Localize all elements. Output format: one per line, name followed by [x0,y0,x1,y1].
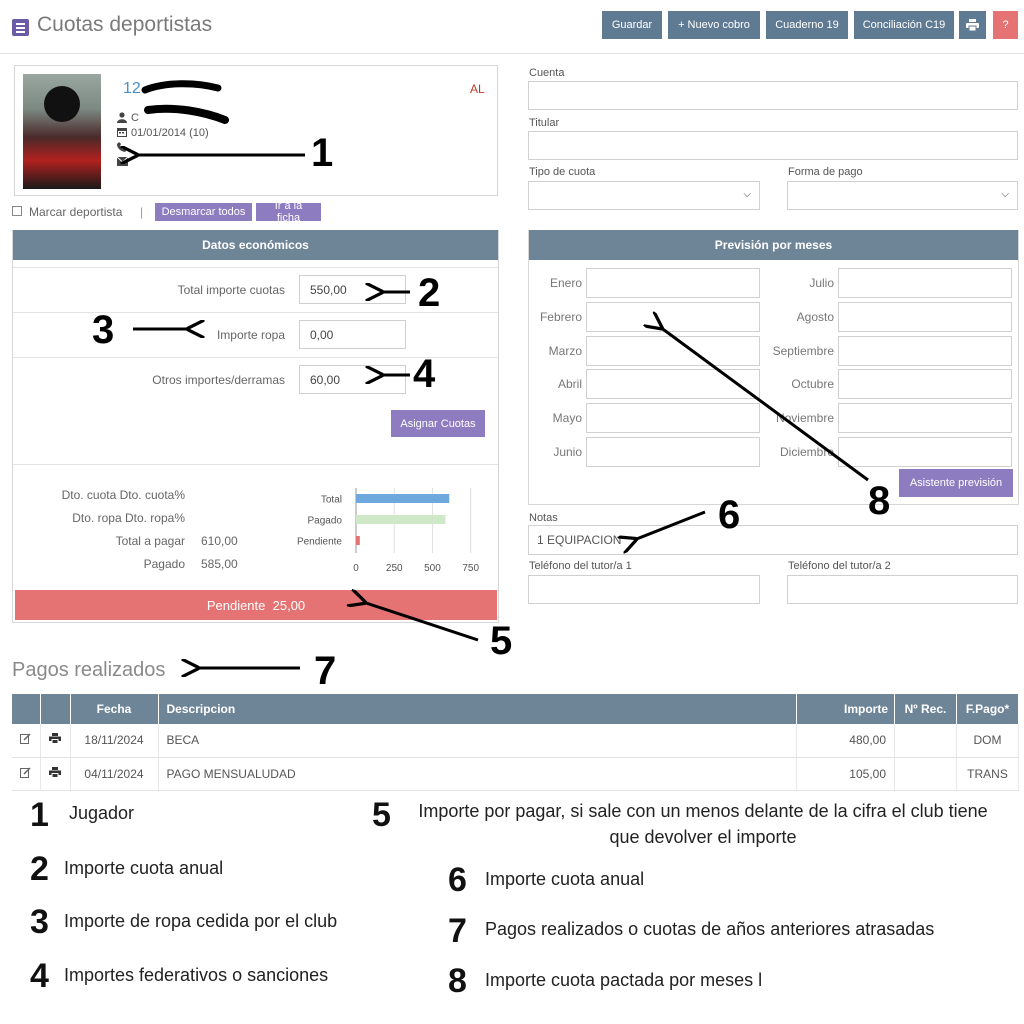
payment-amount: 480,00 [797,724,895,757]
clothing-discount-label: Dto. ropa Dto. ropa% [72,511,185,525]
player-number[interactable]: 12 [123,80,141,97]
fee-type-label: Tipo de cuota [529,166,596,178]
other-amounts-input[interactable]: 60,00 [299,365,406,394]
notes-input[interactable]: 1 EQUIPACION [528,525,1018,555]
month-label-5: Junio [553,445,582,459]
month-label-9: Octubre [791,377,834,391]
annotation-5: 5 [490,619,513,663]
legend-num-8: 8 [448,962,467,1000]
save-button[interactable]: Guardar [602,11,662,39]
page-title: Cuotas deportistas [37,13,213,36]
legend-num-7: 7 [448,912,467,950]
tutor-phone-2-label: Teléfono del tutor/a 2 [788,560,891,572]
payment-description: BECA [158,724,797,757]
total-fees-input[interactable]: 550,00 [299,275,406,304]
other-amounts-label: Otros importes/derramas [152,373,285,387]
total-to-pay-label: Total a pagar [115,534,185,548]
legend-num-1: 1 [30,796,49,834]
month-label-10: Noviembre [775,411,834,425]
payment-date: 04/11/2024 [70,757,158,790]
month-label-3: Abril [557,377,582,391]
legend-num-4: 4 [30,957,49,995]
month-label-8: Septiembre [772,344,834,358]
col-amount[interactable]: Importe [797,694,895,724]
unmark-all-button[interactable]: Desmarcar todos [155,203,252,221]
legend-num-2: 2 [30,850,49,888]
payment-method-label: Forma de pago [788,166,863,178]
payment-amount: 105,00 [797,757,895,790]
payment-method: TRANS [957,757,1019,790]
conciliacion-button[interactable]: Conciliación C19 [854,11,954,39]
legend-text-3: Importe de ropa cedida por el club [64,911,338,931]
pending-value: 25,00 [272,597,306,613]
col-date[interactable]: Fecha [70,694,158,724]
total-to-pay-value: 610,00 [201,534,238,548]
assign-fees-button[interactable]: Asignar Cuotas [391,410,485,437]
month-label-7: Agosto [796,310,834,324]
player-name: C [131,112,139,124]
legend-num-5: 5 [372,796,391,834]
annotation-2: 2 [418,271,441,315]
chart-category-label: Total [320,494,342,506]
arrow-5 [363,602,478,640]
col-description[interactable]: Descripcion [158,694,797,724]
clothing-amount-label: Importe ropa [216,328,285,342]
annotation-3: 3 [92,308,115,352]
col-payment-method[interactable]: F.Pago* [957,694,1019,724]
chart-tick-label: 750 [462,563,480,574]
paid-value: 585,00 [201,557,238,571]
annotation-7: 7 [314,649,337,693]
payment-description: PAGO MENSUALUDAD [158,757,797,790]
annotation-6: 6 [718,493,741,537]
chart-tick-label: 0 [353,563,359,574]
fee-discount-label: Dto. cuota Dto. cuota% [61,488,185,502]
annotation-8: 8 [868,479,891,523]
chart-tick-label: 250 [385,563,403,574]
mark-player-label: Marcar deportista [29,205,123,219]
payment-method: DOM [957,724,1019,757]
help-button[interactable]: ? [993,11,1018,39]
month-label-1: Febrero [539,310,582,324]
legend-num-6: 6 [448,861,467,899]
chart-category-label: Pendiente [296,536,342,548]
holder-label: Titular [529,117,560,129]
actions-separator: | [140,205,144,219]
account-label: Cuenta [529,67,565,79]
tutor-phone-1-label: Teléfono del tutor/a 1 [529,560,632,572]
total-fees-label: Total importe cuotas [177,283,285,297]
col-receipt[interactable]: Nº Rec. [895,694,957,724]
pending-label: Pendiente [206,597,266,613]
go-to-file-button[interactable]: Ir a la ficha [256,203,321,221]
legend-text-7: Pagos realizados o cuotas de años anteriores atrasadas [485,919,935,939]
legend-text-6: Importe cuota anual [485,869,645,889]
economic-panel-title: Datos económicos [13,230,498,260]
paid-label: Pagado [143,557,185,571]
forecast-assistant-button[interactable]: Asistente previsión [899,469,1013,497]
legend-text-1: Jugador [69,803,135,823]
cuaderno-19-button[interactable]: Cuaderno 19 [766,11,848,39]
legend-text-8: Importe cuota pactada por meses l [485,970,763,990]
legend-text-5: Importe por pagar, si sale con un menos delante de la cifra el club tiene que devolver el importe [418,801,988,847]
legend-text-2: Importe cuota anual [64,858,224,878]
annotation-1: 1 [311,131,334,175]
month-label-6: Julio [809,276,834,290]
month-label-11: Diciembre [779,445,834,459]
player-birthdate: 01/01/2014 (10) [131,127,209,139]
annotation-4: 4 [413,352,436,396]
new-payment-button[interactable]: + Nuevo cobro [668,11,760,39]
month-label-0: Enero [549,276,582,290]
chevron-down-icon: ⌵ [1001,189,1009,200]
forecast-panel-title: Previsión por meses [529,230,1018,260]
month-label-2: Marzo [548,344,582,358]
clothing-amount-input[interactable]: 0,00 [299,320,406,349]
legend-num-3: 3 [30,903,49,941]
player-tag: AL [470,82,485,96]
payments-title: Pagos realizados [12,659,166,681]
arrow-8 [660,327,868,480]
notes-label: Notas [529,512,558,524]
chart-category-label: Pagado [307,515,342,527]
chart-tick-label: 500 [424,563,441,574]
payment-date: 18/11/2024 [70,724,158,757]
chevron-down-icon: ⌵ [743,189,751,200]
legend-text-4: Importes federativos o sanciones [64,965,329,985]
month-label-4: Mayo [552,411,582,425]
arrow-6 [634,512,705,540]
